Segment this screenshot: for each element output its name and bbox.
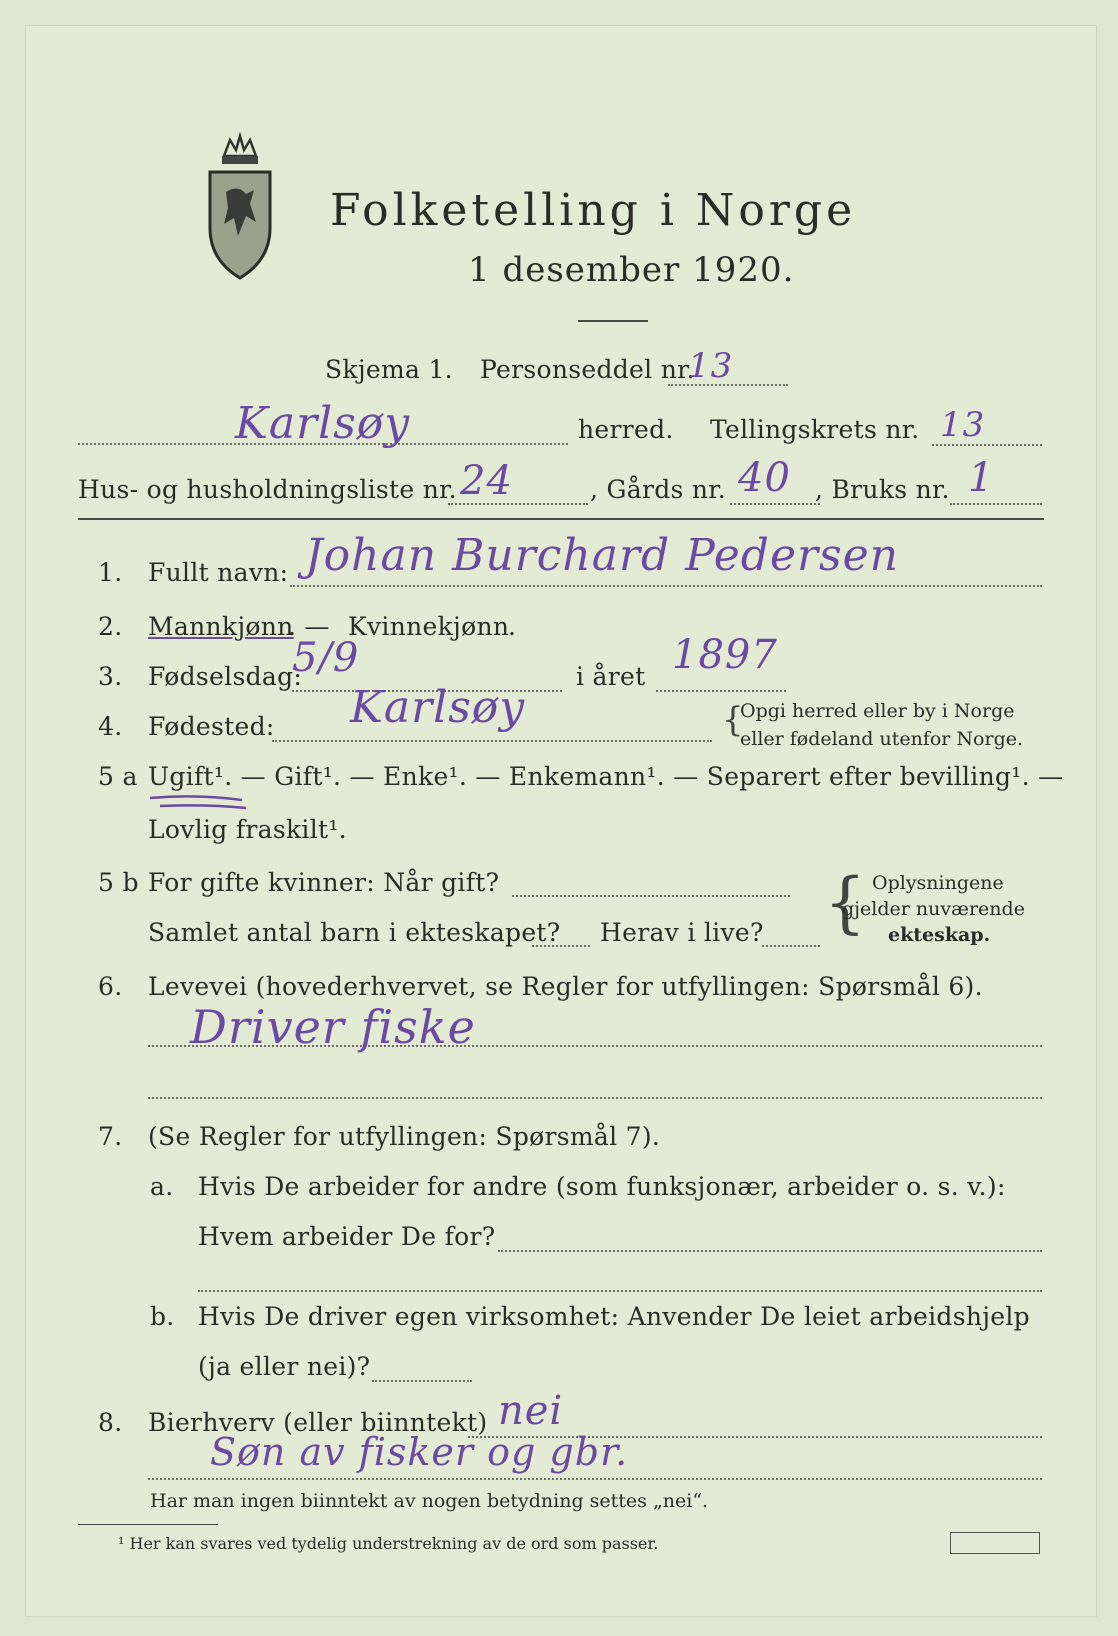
footnote-divider — [78, 1524, 218, 1525]
q8-line2 — [148, 1478, 1042, 1480]
personseddel-label: Personseddel nr. — [480, 355, 695, 384]
q7b-line1: Hvis De driver egen virksomhet: Anvender De leiet arbeidshjelp — [198, 1302, 1030, 1331]
census-date: 1 desember 1920. — [468, 250, 795, 290]
bruks-value: 1 — [968, 455, 995, 501]
q5a-options-line2: Lovlig fraskilt¹. — [148, 815, 347, 844]
q5b-brace: { — [824, 864, 866, 941]
q5b-line2a: Samlet antal barn i ekteskapet? — [148, 918, 561, 947]
q7a-line2: Hvem arbeider De for? — [198, 1222, 496, 1251]
q7a-answer-line — [498, 1250, 1042, 1252]
personseddel-value: 13 — [688, 346, 734, 386]
q5b-note1: Oplysningene — [872, 872, 1004, 894]
q2-number: 2. — [98, 612, 123, 641]
q8-number: 8. — [98, 1408, 123, 1437]
q6-number: 6. — [98, 972, 123, 1001]
q5a-options: Ugift¹. — Gift¹. — Enke¹. — Enkemann¹. — Separert efter bevilling¹. — — [148, 762, 1064, 791]
birthday-value: 5/9 — [292, 635, 360, 681]
q2-female: Kvinnekjønn — [348, 612, 510, 641]
q5b-alive-line — [762, 945, 820, 947]
page-title: Folketelling i Norge — [330, 185, 857, 236]
q7b-answer-line — [372, 1380, 472, 1382]
birthplace-value: Karlsøy — [350, 682, 526, 733]
gards-value: 40 — [738, 455, 791, 501]
q3-year-label: i året — [576, 662, 646, 691]
q5b-line2b: Herav i live? — [600, 918, 764, 947]
q1-label: Fullt navn: — [148, 558, 289, 587]
q4-note-line2: eller fødeland utenfor Norge. — [740, 728, 1024, 750]
ugift-underline-mark — [146, 792, 250, 812]
q3-number: 3. — [98, 662, 123, 691]
herred-value: Karlsøy — [235, 398, 411, 449]
q1-number: 1. — [98, 558, 123, 587]
q7-number: 7. — [98, 1122, 123, 1151]
q5b-note3: ekteskap. — [888, 924, 991, 946]
q2-separator: . — — [288, 612, 330, 641]
q7a-letter: a. — [150, 1172, 174, 1201]
full-name-value: Johan Burchard Pedersen — [305, 530, 899, 581]
q8-note: Har man ingen biinntekt av nogen betydning settes „nei“. — [150, 1490, 709, 1512]
q4-number: 4. — [98, 712, 123, 741]
occupation-value: Driver fiske — [190, 1000, 476, 1054]
q3-label: Fødselsdag: — [148, 662, 303, 691]
q7b-letter: b. — [150, 1302, 175, 1331]
gards-line — [730, 503, 820, 505]
herred-label: herred. — [578, 415, 674, 444]
q7b-line2: (ja eller nei)? — [198, 1352, 371, 1381]
title-divider — [578, 320, 648, 322]
hus-value: 24 — [460, 458, 513, 504]
q2-male: Mannkjønn — [148, 612, 294, 641]
q4-label: Fødested: — [148, 712, 275, 741]
q8-label: Bierhverv (eller biinntekt) — [148, 1408, 488, 1437]
q5b-children-line — [532, 945, 590, 947]
q7a-line1: Hvis De arbeider for andre (som funksjonær, arbeider o. s. v.): — [198, 1172, 1006, 1201]
q1-line — [290, 585, 1042, 587]
q6-label: Levevei (hovederhvervet, se Regler for utfyllingen: Spørsmål 6). — [148, 972, 983, 1001]
tellingskrets-label: Tellingskrets nr. — [710, 415, 920, 444]
header-divider — [78, 518, 1044, 520]
side-income-value: nei — [498, 1388, 564, 1434]
gards-label: , Gårds nr. — [590, 475, 727, 504]
coat-of-arms-icon — [198, 132, 282, 282]
tellingskrets-value: 13 — [940, 405, 986, 445]
q6-line2 — [148, 1097, 1042, 1099]
q5b-note2: gjelder nuværende — [842, 898, 1025, 920]
bruks-label: , Bruks nr. — [815, 475, 950, 504]
q7a-answer-line2 — [198, 1290, 1042, 1292]
q4-note-line1: Opgi herred eller by i Norge — [740, 700, 1015, 722]
bruks-line — [950, 503, 1042, 505]
q5a-number: 5 a — [98, 762, 138, 791]
q4-line — [272, 740, 712, 742]
hus-label: Hus- og husholdningsliste nr. — [78, 475, 457, 504]
q5b-married-line — [512, 895, 790, 897]
q3-year-line — [656, 690, 786, 692]
q2-end: . — [508, 612, 517, 641]
skjema-label: Skjema 1. — [325, 355, 453, 384]
q5b-line1: For gifte kvinner: Når gift? — [148, 868, 500, 897]
side-income-note: Søn av fisker og gbr. — [210, 1430, 629, 1474]
birth-year-value: 1897 — [672, 632, 778, 678]
q4-brace: { — [722, 700, 744, 740]
footnote: ¹ Her kan svares ved tydelig understrekning av de ord som passer. — [118, 1534, 659, 1553]
q7-label: (Se Regler for utfyllingen: Spørsmål 7). — [148, 1122, 661, 1151]
q5b-number: 5 b — [98, 868, 139, 897]
printer-stamp — [950, 1532, 1040, 1554]
